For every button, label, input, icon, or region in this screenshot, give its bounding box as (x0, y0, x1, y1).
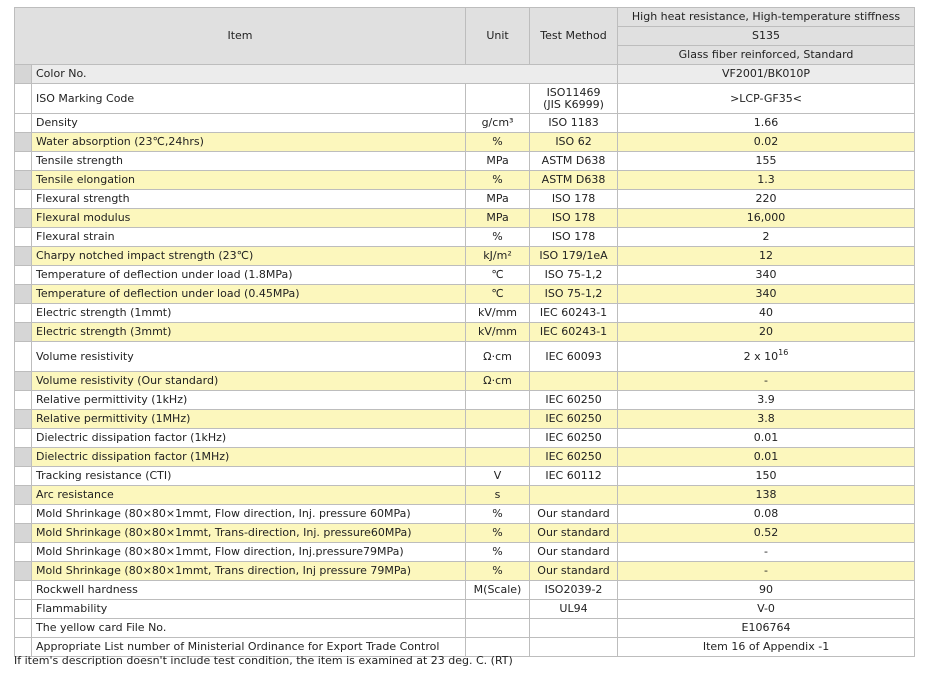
property-name: Tensile elongation (32, 171, 466, 190)
row-marker (15, 448, 32, 467)
property-value: - (618, 562, 915, 581)
property-name: The yellow card File No. (32, 619, 466, 638)
property-unit: g/cm³ (466, 114, 530, 133)
property-value: 155 (618, 152, 915, 171)
table-row (15, 429, 915, 448)
property-test-method: Our standard (530, 562, 618, 581)
spec-table (14, 7, 915, 657)
property-test-method: ISO 178 (530, 228, 618, 247)
property-unit (466, 391, 530, 410)
property-value: 20 (618, 323, 915, 342)
property-value: - (618, 372, 915, 391)
property-unit: % (466, 171, 530, 190)
row-marker (15, 304, 32, 323)
row-marker (15, 524, 32, 543)
property-unit: MPa (466, 209, 530, 228)
property-name: Mold Shrinkage (80×80×1mmt, Trans direction, Inj pressure 79MPa) (32, 562, 466, 581)
table-row-color-no (15, 65, 915, 84)
property-unit (466, 429, 530, 448)
header-grade-type: Glass fiber reinforced, Standard (618, 46, 915, 65)
row-marker (15, 84, 32, 114)
property-test-method: ASTM D638 (530, 152, 618, 171)
property-unit: % (466, 228, 530, 247)
marking-value: >LCP-GF35< (618, 84, 915, 114)
property-name: Rockwell hardness (32, 581, 466, 600)
property-value: 0.52 (618, 524, 915, 543)
marking-label: ISO Marking Code (32, 84, 466, 114)
table-body (15, 65, 915, 114)
property-unit: s (466, 486, 530, 505)
footnote: If item's description doesn't include test condition, the item is examined at 23 deg. C. (RT) (14, 654, 513, 667)
property-test-method: Our standard (530, 543, 618, 562)
row-marker (15, 133, 32, 152)
property-value: E106764 (618, 619, 915, 638)
table-row (15, 114, 915, 133)
property-value: 3.9 (618, 391, 915, 410)
marking-method (530, 84, 618, 114)
property-name: Density (32, 114, 466, 133)
header-unit: Unit (466, 8, 530, 65)
table-row (15, 619, 915, 638)
table-header (15, 8, 915, 65)
row-marker (15, 372, 32, 391)
property-unit: % (466, 562, 530, 581)
property-unit: kV/mm (466, 304, 530, 323)
row-marker (15, 467, 32, 486)
property-value: 0.08 (618, 505, 915, 524)
row-marker (15, 65, 32, 84)
property-name: Electric strength (1mmt) (32, 304, 466, 323)
property-name: Tensile strength (32, 152, 466, 171)
property-test-method: UL94 (530, 600, 618, 619)
property-test-method: ISO 75-1,2 (530, 266, 618, 285)
property-test-method (530, 372, 618, 391)
property-test-method: Our standard (530, 524, 618, 543)
row-marker (15, 543, 32, 562)
table-row (15, 543, 915, 562)
volume-resistivity-method: IEC 60093 (530, 342, 618, 372)
property-rows-a (15, 114, 915, 342)
property-test-method: IEC 60243-1 (530, 323, 618, 342)
property-unit (466, 448, 530, 467)
property-unit: kJ/m² (466, 247, 530, 266)
row-marker (15, 285, 32, 304)
property-unit: MPa (466, 152, 530, 171)
table-row (15, 410, 915, 429)
property-unit: % (466, 543, 530, 562)
property-test-method: ASTM D638 (530, 171, 618, 190)
property-name: Appropriate List number of Ministerial Ordinance for Export Trade Control (32, 638, 466, 657)
table-row (15, 486, 915, 505)
property-value: 1.3 (618, 171, 915, 190)
volume-resistivity-value (618, 342, 915, 372)
property-test-method: Our standard (530, 505, 618, 524)
property-name: Relative permittivity (1MHz) (32, 410, 466, 429)
property-unit (466, 410, 530, 429)
row-marker (15, 600, 32, 619)
property-name: Mold Shrinkage (80×80×1mmt, Trans-direction, Inj. pressure60MPa) (32, 524, 466, 543)
row-marker (15, 228, 32, 247)
marking-method-line1: ISO11469 (546, 85, 601, 99)
header-test-method: Test Method (530, 8, 618, 65)
volume-resistivity-label: Volume resistivity (32, 342, 466, 372)
marking-method-line2: (JIS K6999) (543, 97, 604, 111)
property-test-method: ISO 178 (530, 209, 618, 228)
volume-resistivity-group (15, 342, 915, 372)
property-name: Temperature of deflection under load (1.8MPa) (32, 266, 466, 285)
property-value: 340 (618, 266, 915, 285)
table-row (15, 266, 915, 285)
property-name: Tracking resistance (CTI) (32, 467, 466, 486)
property-test-method: ISO2039-2 (530, 581, 618, 600)
property-value: 16,000 (618, 209, 915, 228)
table-row (15, 304, 915, 323)
property-name: Flexural strength (32, 190, 466, 209)
property-test-method: ISO 179/1eA (530, 247, 618, 266)
property-name: Electric strength (3mmt) (32, 323, 466, 342)
volume-resistivity-base: 2 x 10 (743, 349, 779, 363)
property-name: Temperature of deflection under load (0.45MPa) (32, 285, 466, 304)
table-row (15, 190, 915, 209)
table-row (15, 152, 915, 171)
row-marker (15, 391, 32, 410)
property-test-method: IEC 60250 (530, 410, 618, 429)
property-unit: ℃ (466, 266, 530, 285)
row-marker (15, 342, 32, 372)
table-row (15, 209, 915, 228)
table-row (15, 323, 915, 342)
property-test-method: ISO 75-1,2 (530, 285, 618, 304)
table-row (15, 600, 915, 619)
row-marker (15, 190, 32, 209)
property-test-method: IEC 60250 (530, 391, 618, 410)
table-row (15, 391, 915, 410)
property-rows-b (15, 372, 915, 657)
row-marker (15, 619, 32, 638)
property-unit: ℃ (466, 285, 530, 304)
property-name: Arc resistance (32, 486, 466, 505)
property-unit: % (466, 524, 530, 543)
property-test-method: IEC 60243-1 (530, 304, 618, 323)
property-test-method: IEC 60250 (530, 448, 618, 467)
table-row (15, 171, 915, 190)
property-name: Dielectric dissipation factor (1kHz) (32, 429, 466, 448)
row-marker (15, 562, 32, 581)
property-name: Mold Shrinkage (80×80×1mmt, Flow direction, Inj.pressure79MPa) (32, 543, 466, 562)
table-row (15, 524, 915, 543)
row-marker (15, 152, 32, 171)
row-marker (15, 410, 32, 429)
property-value: 0.02 (618, 133, 915, 152)
property-test-method: IEC 60250 (530, 429, 618, 448)
table-row (15, 133, 915, 152)
property-value: 3.8 (618, 410, 915, 429)
table-row (15, 581, 915, 600)
table-row-marking (15, 84, 915, 114)
row-marker (15, 247, 32, 266)
property-test-method: ISO 178 (530, 190, 618, 209)
property-value: 12 (618, 247, 915, 266)
property-test-method (530, 638, 618, 657)
row-marker (15, 323, 32, 342)
property-test-method: IEC 60112 (530, 467, 618, 486)
header-grade-feature: High heat resistance, High-temperature stiffness (618, 8, 915, 27)
property-name: Water absorption (23℃,24hrs) (32, 133, 466, 152)
property-value: Item 16 of Appendix -1 (618, 638, 915, 657)
table-row (15, 448, 915, 467)
property-unit (466, 600, 530, 619)
property-value: 340 (618, 285, 915, 304)
property-value: 40 (618, 304, 915, 323)
property-unit: MPa (466, 190, 530, 209)
volume-resistivity-exponent: 16 (778, 347, 789, 357)
property-value: 220 (618, 190, 915, 209)
table-row (15, 467, 915, 486)
row-marker (15, 171, 32, 190)
property-value: 1.66 (618, 114, 915, 133)
property-unit: % (466, 505, 530, 524)
property-test-method: ISO 62 (530, 133, 618, 152)
property-name: Dielectric dissipation factor (1MHz) (32, 448, 466, 467)
table-row-volume-resistivity (15, 342, 915, 372)
property-name: Volume resistivity (Our standard) (32, 372, 466, 391)
property-name: Charpy notched impact strength (23℃) (32, 247, 466, 266)
property-value: 150 (618, 467, 915, 486)
marking-unit (466, 84, 530, 114)
property-name: Relative permittivity (1kHz) (32, 391, 466, 410)
row-marker (15, 581, 32, 600)
property-value: 2 (618, 228, 915, 247)
color-no-label: Color No. (32, 65, 618, 84)
row-marker (15, 266, 32, 285)
row-marker (15, 505, 32, 524)
table-row (15, 285, 915, 304)
property-value: 0.01 (618, 429, 915, 448)
color-no-value: VF2001/BK010P (618, 65, 915, 84)
property-unit: V (466, 467, 530, 486)
property-value: 138 (618, 486, 915, 505)
header-item: Item (15, 8, 466, 65)
table-row (15, 505, 915, 524)
property-value: 90 (618, 581, 915, 600)
property-value: 0.01 (618, 448, 915, 467)
row-marker (15, 209, 32, 228)
row-marker (15, 486, 32, 505)
property-value: - (618, 543, 915, 562)
property-name: Flexural strain (32, 228, 466, 247)
volume-resistivity-unit: Ω·cm (466, 342, 530, 372)
row-marker (15, 429, 32, 448)
property-test-method: ISO 1183 (530, 114, 618, 133)
property-unit: Ω·cm (466, 372, 530, 391)
property-unit: % (466, 133, 530, 152)
property-unit (466, 619, 530, 638)
property-unit: kV/mm (466, 323, 530, 342)
property-name: Mold Shrinkage (80×80×1mmt, Flow direction, Inj. pressure 60MPa) (32, 505, 466, 524)
table-row (15, 372, 915, 391)
table-row (15, 228, 915, 247)
row-marker (15, 114, 32, 133)
property-test-method (530, 619, 618, 638)
property-name: Flexural modulus (32, 209, 466, 228)
header-grade-name: S135 (618, 27, 915, 46)
table-row (15, 247, 915, 266)
property-value: V-0 (618, 600, 915, 619)
property-name: Flammability (32, 600, 466, 619)
property-unit: M(Scale) (466, 581, 530, 600)
property-test-method (530, 486, 618, 505)
table-row (15, 562, 915, 581)
